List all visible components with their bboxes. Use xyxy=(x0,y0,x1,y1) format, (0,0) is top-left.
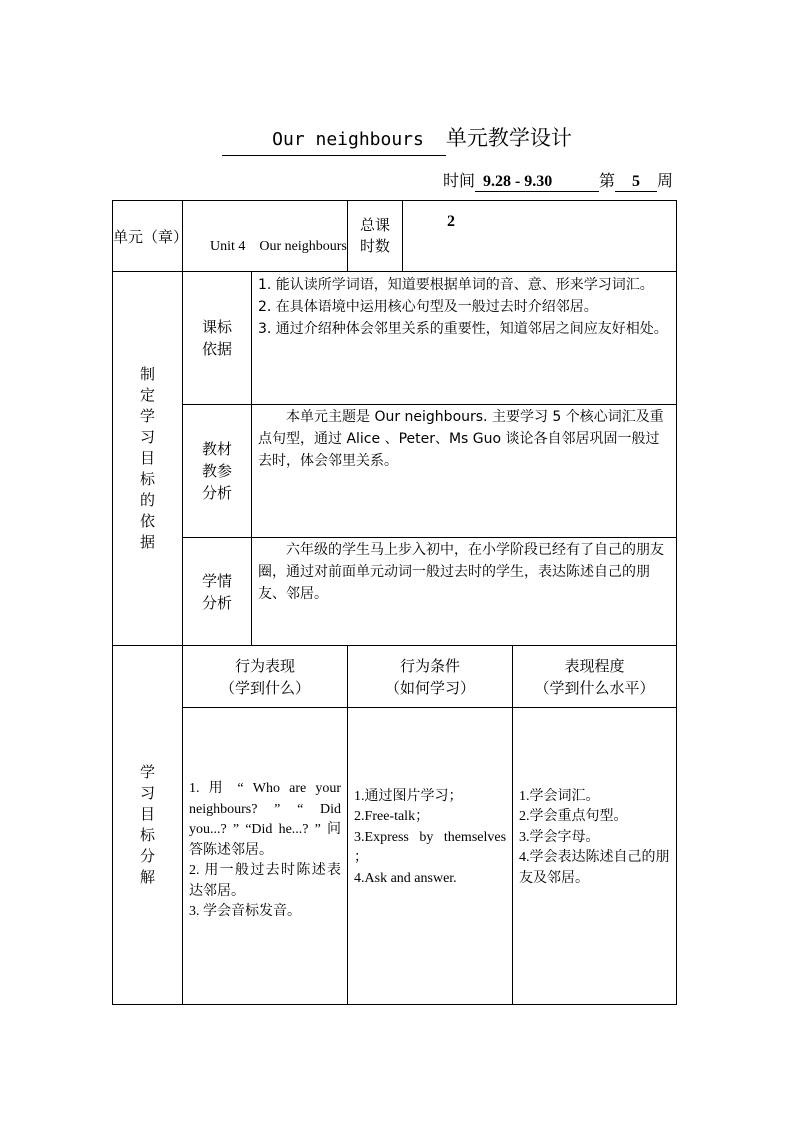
unit-label: 单元（章） xyxy=(113,227,189,246)
hours-value-cell xyxy=(403,201,677,272)
level-item: 4.学会表达陈述自己的朋友及邻居。 xyxy=(519,850,670,886)
level-cell xyxy=(513,708,677,1005)
condition-item: 4.Ask and answer. xyxy=(354,870,457,886)
level-item: 1.学会词汇。 xyxy=(519,788,600,804)
objectives-label-cell xyxy=(113,646,183,1005)
time-label: 时间 xyxy=(442,171,475,190)
textbook-label: 教材教参分析 xyxy=(201,440,232,502)
objectives-header-row xyxy=(113,646,677,708)
curriculum-item: 1. 能认读所学词语，知道要根据单词的音、意、形来学习词汇。 xyxy=(258,277,654,293)
unit-name-cell xyxy=(183,201,348,272)
title-unit-name: Our neighbours xyxy=(222,125,446,156)
condition-item: 1.通过图片学习； xyxy=(354,788,463,804)
header-condition-title: 行为条件 xyxy=(400,656,461,675)
header-condition-sub: （如何学习） xyxy=(385,678,476,697)
header-condition xyxy=(348,646,513,708)
header-behavior-title: 行为表现 xyxy=(235,656,296,675)
hours-value: 2 xyxy=(447,213,456,230)
week-label-post: 周 xyxy=(656,171,673,190)
textbook-analysis: 本单元主题是 Our neighbours. 主要学习 5 个核心词汇及重点句型，通过 Alice 、Peter、Ms Guo 谈论各自邻居巩固一般过去时，体会邻里关系。 xyxy=(258,409,664,469)
textbook-row xyxy=(113,405,677,538)
header-behavior xyxy=(183,646,348,708)
students-label: 学情分析 xyxy=(201,571,232,612)
header-behavior-sub: （学到什么） xyxy=(220,678,311,697)
header-level xyxy=(513,646,677,708)
date-range: 9.28 - 9.30 xyxy=(475,173,599,192)
hours-label: 总课时数 xyxy=(360,216,391,255)
header-level-sub: （学到什么水平） xyxy=(534,678,655,697)
unit-row xyxy=(113,201,677,272)
curriculum-item: 2. 在具体语境中运用核心句型及一般过去时介绍邻居。 xyxy=(258,299,598,315)
level-item: 3.学会字母。 xyxy=(519,829,600,845)
week-label-pre: 第 xyxy=(598,171,615,190)
week-number: 5 xyxy=(615,173,657,192)
students-content-cell xyxy=(252,538,677,646)
students-row xyxy=(113,538,677,646)
curriculum-content-cell xyxy=(252,272,677,405)
condition-cell xyxy=(348,708,513,1005)
curriculum-item: 3. 通过介绍种体会邻里关系的重要性，知道邻居之间应友好相处。 xyxy=(258,321,668,337)
hours-label-cell xyxy=(348,201,403,272)
condition-item: 2.Free-talk； xyxy=(354,809,430,825)
header-level-title: 表现程度 xyxy=(564,656,625,675)
condition-item: 3.Express by themselves ； xyxy=(354,829,507,866)
document-title xyxy=(0,122,794,156)
objectives-label: 学习目标分解 xyxy=(139,763,155,886)
lesson-design-table xyxy=(112,200,677,1005)
title-suffix: 单元教学设计 xyxy=(445,126,572,150)
schedule-line xyxy=(443,168,673,192)
behavior-item: 2. 用一般过去时陈述表达邻居。 xyxy=(189,863,342,899)
textbook-label-cell xyxy=(183,405,252,538)
basis-label-cell xyxy=(113,272,183,646)
basis-label: 制定学习目标的依据 xyxy=(139,365,155,551)
students-analysis: 六年级的学生马上步入初中，在小学阶段已经有了自己的朋友圈，通过对前面单元动词一般过去时的学生，表达陈述自己的朋友、邻居。 xyxy=(258,542,664,602)
curriculum-label-cell xyxy=(183,272,252,405)
curriculum-row xyxy=(113,272,677,405)
textbook-content-cell xyxy=(252,405,677,538)
behavior-cell xyxy=(183,708,348,1005)
unit-label-cell xyxy=(113,201,189,272)
unit-name: Unit 4 Our neighbours xyxy=(210,239,347,254)
behavior-item: 3. 学会音标发音。 xyxy=(189,904,301,920)
objectives-content-row xyxy=(113,708,677,1005)
curriculum-label: 课标依据 xyxy=(201,318,232,358)
students-label-cell xyxy=(183,538,252,646)
level-item: 2.学会重点句型。 xyxy=(519,809,628,825)
behavior-item: 1. 用 “ Who are your neighbours? ” “ Did you...? ” “Did he...? ” 问答陈述邻居。 xyxy=(189,781,342,858)
